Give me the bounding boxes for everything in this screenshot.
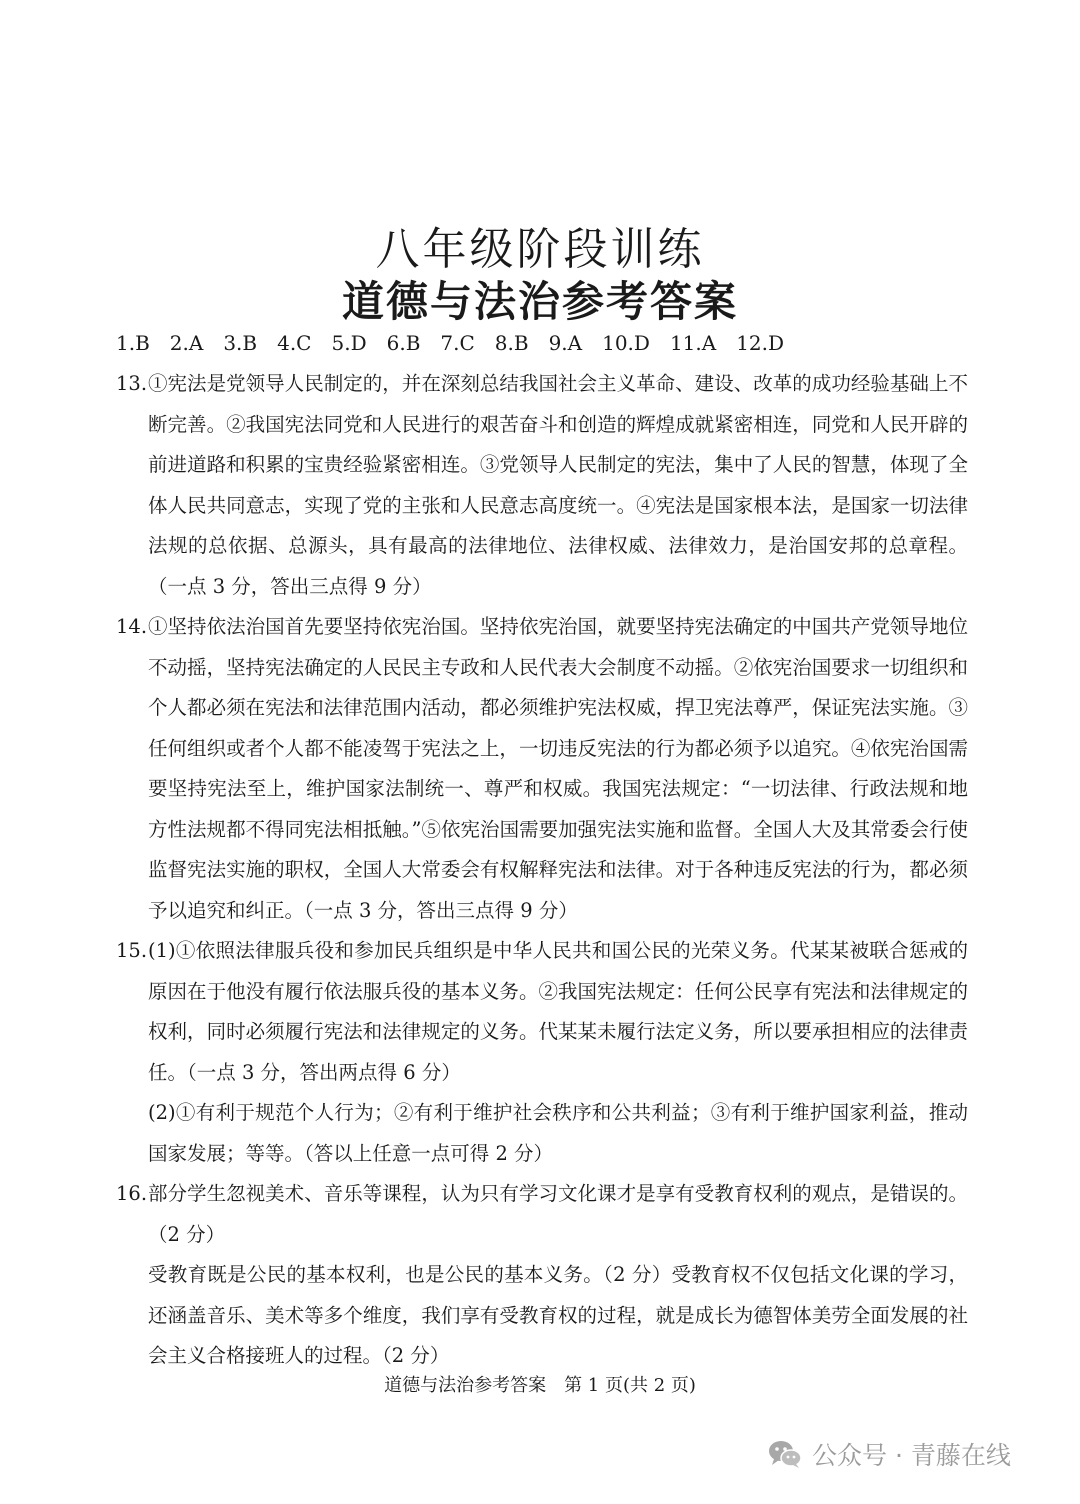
question-answer-part: (2)①有利于规范个人行为；②有利于维护社会秩序和公共利益；③有利于维护国家利益，推动国家发展；等等。（答以上任意一点可得 2 分） [148,1101,968,1165]
answer-body [116,364,968,1377]
choice-answer: 7.C [440,331,475,355]
choice-answer: 2.A [169,331,204,355]
choice-answer: 1.B [116,331,150,355]
question-answer: ①坚持依法治国首先要坚持依宪治国。坚持依宪治国，就要坚持宪法确定的中国共产党领导地位不动摇，坚持宪法确定的人民民主专政和人民代表大会制度不动摇。②依宪治国要求一切组织和个人都必须在宪法和法律范围内活动，都必须维护宪法权威，捍卫宪法尊严，保证宪法实施。③任何组织或者个人都不能凌驾于宪法之上，一切违反宪法的行为都必须予以追究。④依宪治国需要坚持宪法至上，维护国家法制统一、尊严和权威。我国宪法规定：“一切法律、行政法规和地方性法规都不得同宪法相抵触。”⑤依宪治国需要加强宪法实施和监督。全国人大及其常委会行使监督宪法实施的职权，全国人大常委会有权解释宪法和法律。对于各种违反宪法的行为，都必须予以追究和纠正。（一点 3 分，答出三点得 9 分） [148,615,968,922]
question-answer-part: 部分学生忽视美术、音乐等课程，认为只有学习文化课才是享有受教育权利的观点，是错误的。（2 分） [148,1182,968,1246]
choice-answer: 10.D [602,331,650,355]
watermark-text: 公众号 · 青藤在线 [812,1441,1011,1470]
question-16 [116,1174,968,1377]
choice-answer: 6.B [386,331,421,355]
choice-answer: 4.C [277,331,312,355]
page-title: 八年级阶段训练 [375,224,705,275]
question-number: 16. [116,1182,148,1205]
choice-answer: 11.A [669,331,717,355]
question-number: 13. [116,372,148,395]
question-number: 14. [116,615,148,638]
choice-answer: 12.D [736,331,785,355]
page-subtitle: 道德与法治参考答案 [341,277,738,326]
question-14 [116,607,968,931]
page-footer: 道德与法治参考答案 第 1 页(共 2 页) [384,1375,696,1396]
choice-answer: 5.D [331,331,367,355]
choice-answers-row [116,328,804,358]
question-number: 15. [116,939,148,962]
question-answer: ①宪法是党领导人民制定的，并在深刻总结我国社会主义革命、建设、改革的成功经验基础上不断完善。②我国宪法同党和人民进行的艰苦奋斗和创造的辉煌成就紧密相连，同党和人民开辟的前进道路和积累的宝贵经验紧密相连。③党领导人民制定的宪法，集中了人民的智慧，体现了全体人民共同意志，实现了党的主张和人民意志高度统一。④宪法是国家根本法，是国家一切法律法规的总依据、总源头，具有最高的法律地位、法律权威、法律效力，是治国安邦的总章程。（一点 3 分，答出三点得 9 分） [148,372,968,598]
question-15 [116,931,968,1174]
wechat-icon [768,1439,802,1469]
choice-answer: 9.A [548,331,583,355]
question-answer-part: 受教育既是公民的基本权利，也是公民的基本义务。（2 分）受教育权不仅包括文化课的学习，还涵盖音乐、美术等多个维度，我们享有受教育权的过程，就是成长为德智体美劳全面发展的社会主义合格接班人的过程。（2 分） [148,1263,968,1367]
question-answer-part: (1)①依照法律服兵役和参加民兵组织是中华人民共和国公民的光荣义务。代某某被联合惩戒的原因在于他没有履行依法服兵役的基本义务。②我国宪法规定：任何公民享有宪法和法律规定的权利，同时必须履行宪法和法律规定的义务。代某某未履行法定义务，所以要承担相应的法律责任。（一点 3 分，答出两点得 6 分） [148,939,968,1084]
question-13 [116,364,968,607]
choice-answer: 8.B [494,331,529,355]
watermark [768,1434,1011,1474]
choice-answer: 3.B [223,331,258,355]
